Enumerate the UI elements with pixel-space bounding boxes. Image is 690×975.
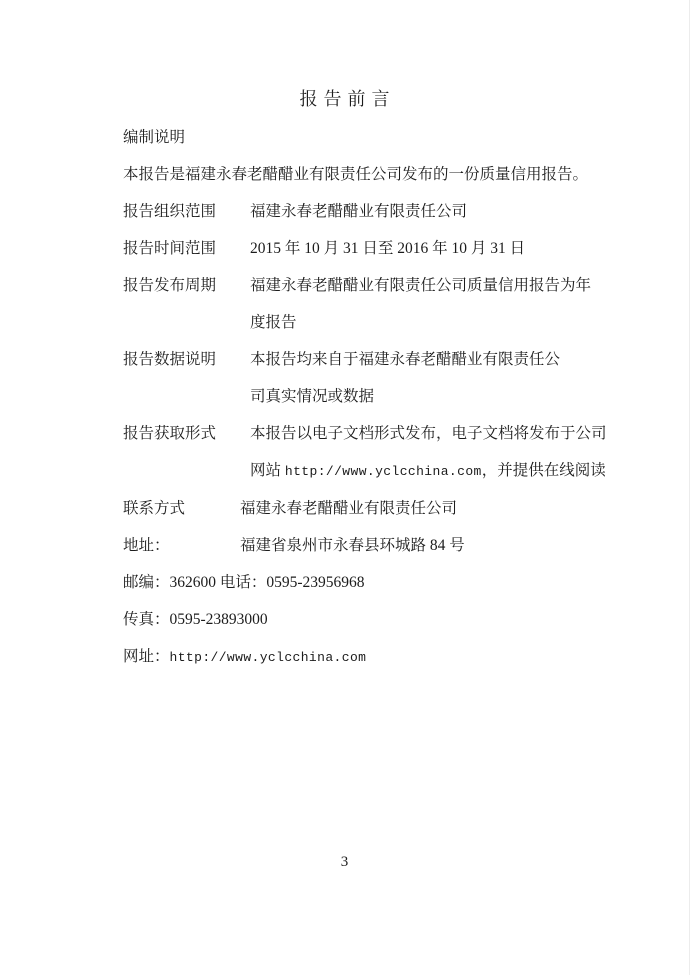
contact-row-address: [123, 527, 634, 564]
report-row-period: [123, 230, 634, 267]
contact-row-method: [123, 490, 634, 527]
page-number: 3: [340, 854, 349, 870]
row-value: [250, 341, 560, 415]
website-label: 网址：: [123, 648, 170, 665]
report-row-data-note: [123, 341, 634, 415]
report-row-access-form: [123, 415, 634, 490]
row-value-line: 度报告: [250, 314, 297, 331]
intro-text: 本报告是福建永春老醋醋业有限责任公司发布的一份质量信用报告。: [123, 166, 589, 183]
report-row-cycle: [123, 267, 634, 341]
row-value-line: 本报告以电子文档形式发布，电子文档将发布于公司: [250, 425, 607, 442]
row-value: [250, 193, 467, 230]
row-label: 报告数据说明: [123, 351, 217, 368]
document-body: [123, 119, 634, 676]
report-row-scope: [123, 193, 634, 230]
row-label: 报告组织范围: [123, 203, 217, 220]
section-heading: 编制说明: [123, 129, 186, 146]
row-label: 报告获取形式: [123, 425, 217, 442]
company-website-url[interactable]: http://www.yclcchina.com: [284, 464, 482, 479]
row-value-line: 本报告均来自于福建永春老醋醋业有限责任公: [250, 351, 561, 368]
row-value-line: 福建永春老醋醋业有限责任公司: [250, 203, 468, 220]
row-label: 报告发布周期: [123, 277, 217, 294]
website-line: [123, 638, 634, 676]
row-value: [250, 230, 525, 267]
row-label: 地址：: [123, 537, 170, 554]
row-value: [250, 415, 607, 490]
row-label: 报告时间范围: [123, 240, 217, 257]
row-value: [250, 267, 591, 341]
company-website-url[interactable]: http://www.yclcchina.com: [169, 650, 367, 665]
page-title: 报告前言: [299, 89, 396, 109]
fax-line: 传真：0595-23893000: [123, 611, 268, 628]
website-line-suffix: ，并提供在线阅读: [481, 462, 606, 479]
row-value-line: [250, 452, 607, 490]
row-value-line: 司真实情况或数据: [250, 388, 375, 405]
postal-phone-line: 邮编：362600 电话：0595-23956968: [123, 574, 365, 591]
row-value: [240, 490, 457, 527]
row-value-line: 福建省泉州市永春县环城路 84 号: [240, 537, 465, 554]
row-value-line: 福建永春老醋醋业有限责任公司质量信用报告为年: [250, 277, 592, 294]
row-value-line: 2015 年 10 月 31 日至 2016 年 10 月 31 日: [250, 240, 526, 257]
row-value-line: 福建永春老醋醋业有限责任公司: [240, 500, 458, 517]
row-value: [240, 527, 465, 564]
website-line-prefix: 网站: [250, 462, 285, 479]
row-label: 联系方式: [123, 500, 186, 517]
